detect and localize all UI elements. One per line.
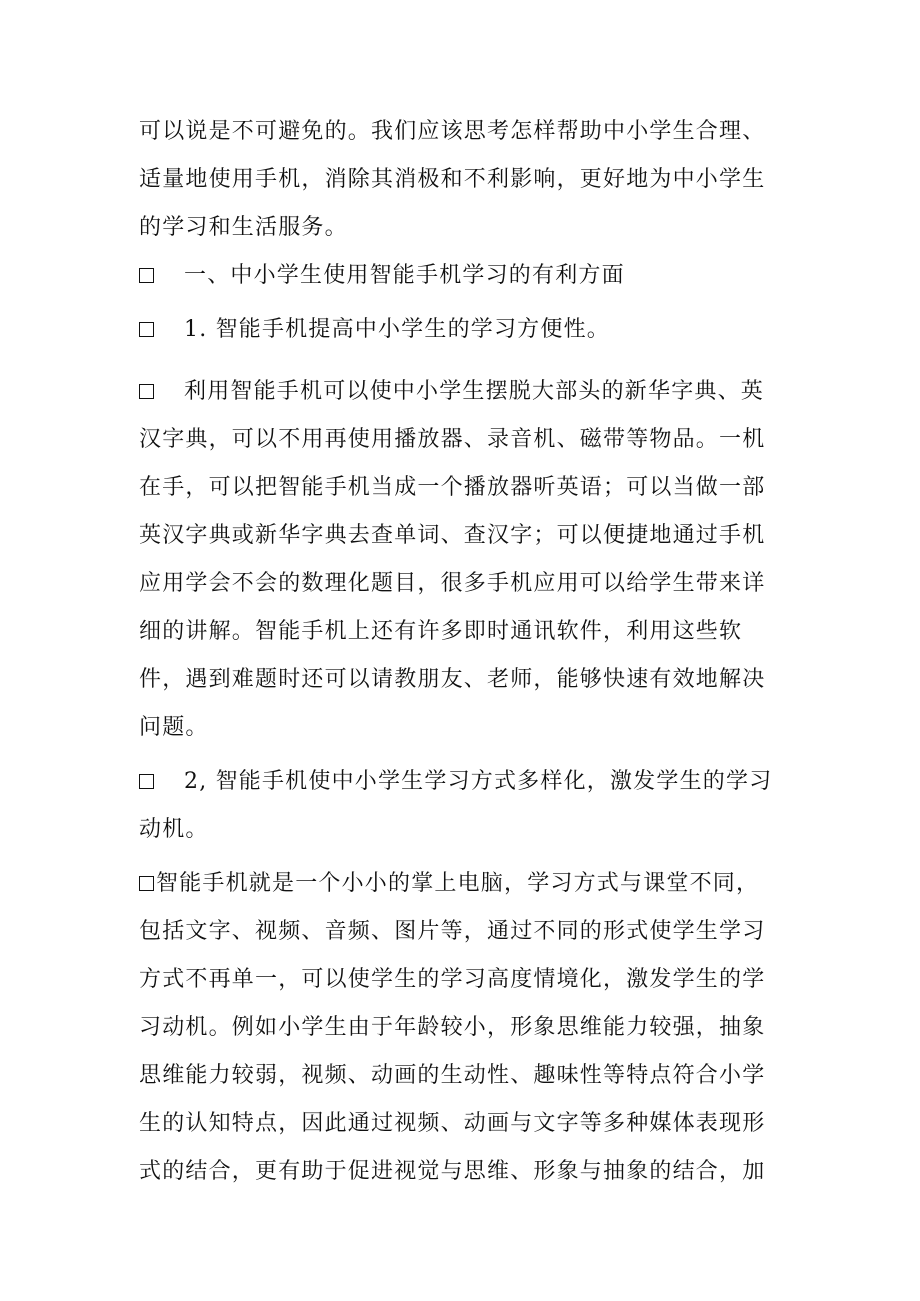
paragraph-text: 智能手机就是一个小小的掌上电脑，学习方式与课堂不同，包括文字、视频、音频、图片等，通过不同的形式使学生学习方式不再单一，可以使学生的学习高度情境化，激发学生的学习动机。例如小学生由于年龄较小，形象思维能力较强，抽象思维能力较弱，视频、动画的生动性、趣味性等特点符合小学生的认知特点，因此通过视频、动画与文字等多种媒体表现形式的结合，更有助于促进视觉与思维、形象与抽象的结合，加: [139, 871, 766, 1184]
heading-text: 2, 智能手机使中小学生学习方式多样化，激发学生的学习动机。: [139, 769, 773, 842]
square-outline-icon: [139, 384, 154, 399]
heading-section-one: [139, 252, 779, 300]
heading-point-one: [139, 306, 779, 354]
paragraph-point-two: [139, 860, 779, 1196]
square-outline-icon: [139, 774, 154, 789]
square-outline-icon: [139, 322, 154, 337]
document-page: [139, 108, 779, 1196]
paragraph-text: 利用智能手机可以使中小学生摆脱大部头的新华字典、英汉字典，可以不用再使用播放器、录音机、磁带等物品。一机在手，可以把智能手机当成一个播放器听英语；可以当做一部英汉字典或新华字典去查单词、查汉字；可以便捷地通过手机应用学会不会的数理化题目，很多手机应用可以给学生带来详细的讲解。智能手机上还有许多即时通讯软件，利用这些软件，遇到难题时还可以请教朋友、老师，能够快速有效地解决问题。: [139, 379, 766, 740]
heading-point-two: [139, 758, 779, 854]
heading-text: 1. 智能手机提高中小学生的学习方便性。: [184, 317, 610, 342]
paragraph-text: 可以说是不可避免的。我们应该思考怎样帮助中小学生合理、适量地使用手机，消除其消极和不利影响，更好地为中小学生的学习和生活服务。: [139, 119, 766, 240]
paragraph-intro: [139, 108, 779, 252]
square-outline-icon: [139, 268, 154, 283]
square-outline-icon: [139, 876, 154, 891]
heading-text: 一、中小学生使用智能手机学习的有利方面: [184, 263, 625, 288]
paragraph-point-one: [139, 368, 779, 752]
